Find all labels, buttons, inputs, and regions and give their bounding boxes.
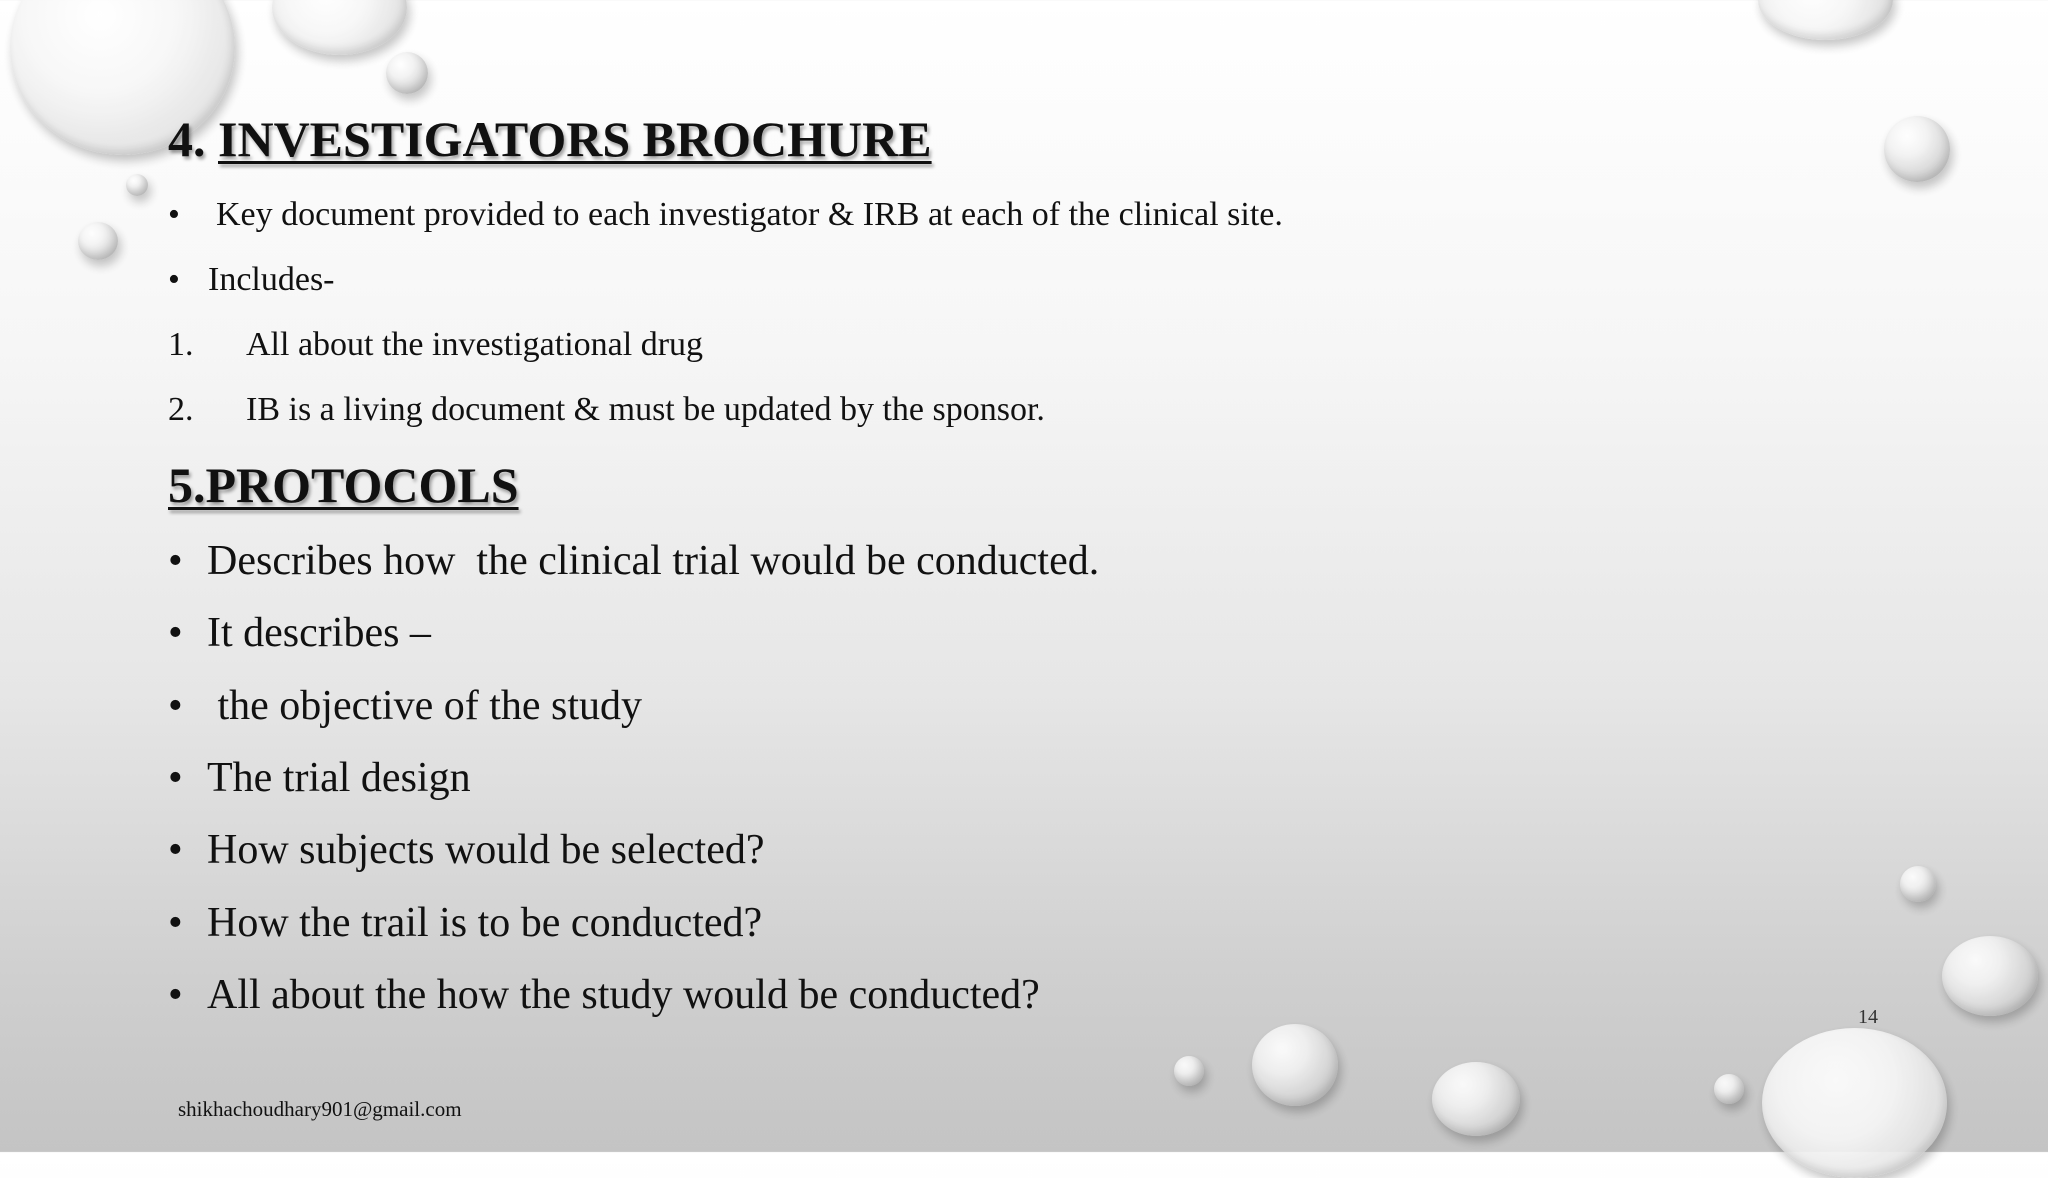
list-item bbox=[168, 261, 335, 299]
bullet-icon: • bbox=[168, 196, 180, 233]
bullet-icon: • bbox=[168, 683, 183, 729]
list-item-text: The trial design bbox=[207, 755, 471, 801]
bullet-icon: • bbox=[168, 900, 183, 946]
section-title: INVESTIGATORS BROCHURE bbox=[218, 111, 932, 167]
water-drop-decoration bbox=[78, 222, 118, 260]
list-item-text: Includes- bbox=[208, 261, 335, 298]
water-drop-decoration bbox=[1432, 1062, 1520, 1136]
section-heading-protocols bbox=[168, 456, 519, 514]
list-item bbox=[168, 754, 471, 802]
bullet-icon: • bbox=[168, 538, 183, 584]
bullet-icon: • bbox=[168, 755, 183, 801]
item-number: 2. bbox=[168, 391, 194, 428]
list-item bbox=[168, 826, 765, 874]
water-drop-decoration bbox=[1884, 116, 1950, 182]
list-item-text: How the trail is to be conducted? bbox=[207, 900, 763, 946]
bullet-icon: • bbox=[168, 261, 180, 298]
list-item bbox=[168, 196, 1283, 234]
list-item-text: All about the how the study would be conducted? bbox=[207, 972, 1040, 1018]
water-drop-decoration bbox=[386, 52, 428, 94]
page-number: 14 bbox=[1858, 1006, 1878, 1028]
list-item-text: How subjects would be selected? bbox=[207, 827, 765, 873]
list-item-text: Key document provided to each investigator & IRB at each of the clinical site. bbox=[216, 196, 1283, 233]
numbered-item bbox=[168, 391, 1045, 429]
item-number: 1. bbox=[168, 326, 194, 363]
water-drop-decoration bbox=[1174, 1056, 1204, 1086]
bullet-icon: • bbox=[168, 610, 183, 656]
water-drop-decoration bbox=[1252, 1024, 1338, 1106]
bullet-icon: • bbox=[168, 827, 183, 873]
water-drop-decoration bbox=[126, 174, 148, 196]
water-drop-decoration bbox=[1714, 1074, 1744, 1104]
water-drop-decoration bbox=[1900, 866, 1936, 902]
list-item bbox=[168, 537, 1099, 585]
section-number: 4. bbox=[168, 111, 206, 167]
numbered-item bbox=[168, 326, 703, 364]
list-item bbox=[168, 682, 642, 730]
water-drop-decoration bbox=[272, 0, 407, 55]
bullet-icon: • bbox=[168, 972, 183, 1018]
footer-email: shikhachoudhary901@gmail.com bbox=[178, 1097, 462, 1121]
section-heading-investigators-brochure bbox=[168, 110, 932, 168]
section-title: 5.PROTOCOLS bbox=[168, 457, 519, 513]
list-item-text: Describes how the clinical trial would be conducted. bbox=[207, 538, 1100, 584]
water-drop-decoration bbox=[1758, 0, 1893, 40]
list-item-text: the objective of the study bbox=[207, 683, 643, 729]
numbered-item-text: IB is a living document & must be updated by the sponsor. bbox=[246, 391, 1045, 428]
list-item bbox=[168, 609, 431, 657]
water-drop-decoration bbox=[1762, 1028, 1947, 1178]
numbered-item-text: All about the investigational drug bbox=[246, 326, 704, 363]
list-item-text: It describes – bbox=[207, 610, 431, 656]
list-item bbox=[168, 971, 1040, 1019]
water-drop-decoration bbox=[1942, 936, 2038, 1016]
list-item bbox=[168, 899, 762, 947]
